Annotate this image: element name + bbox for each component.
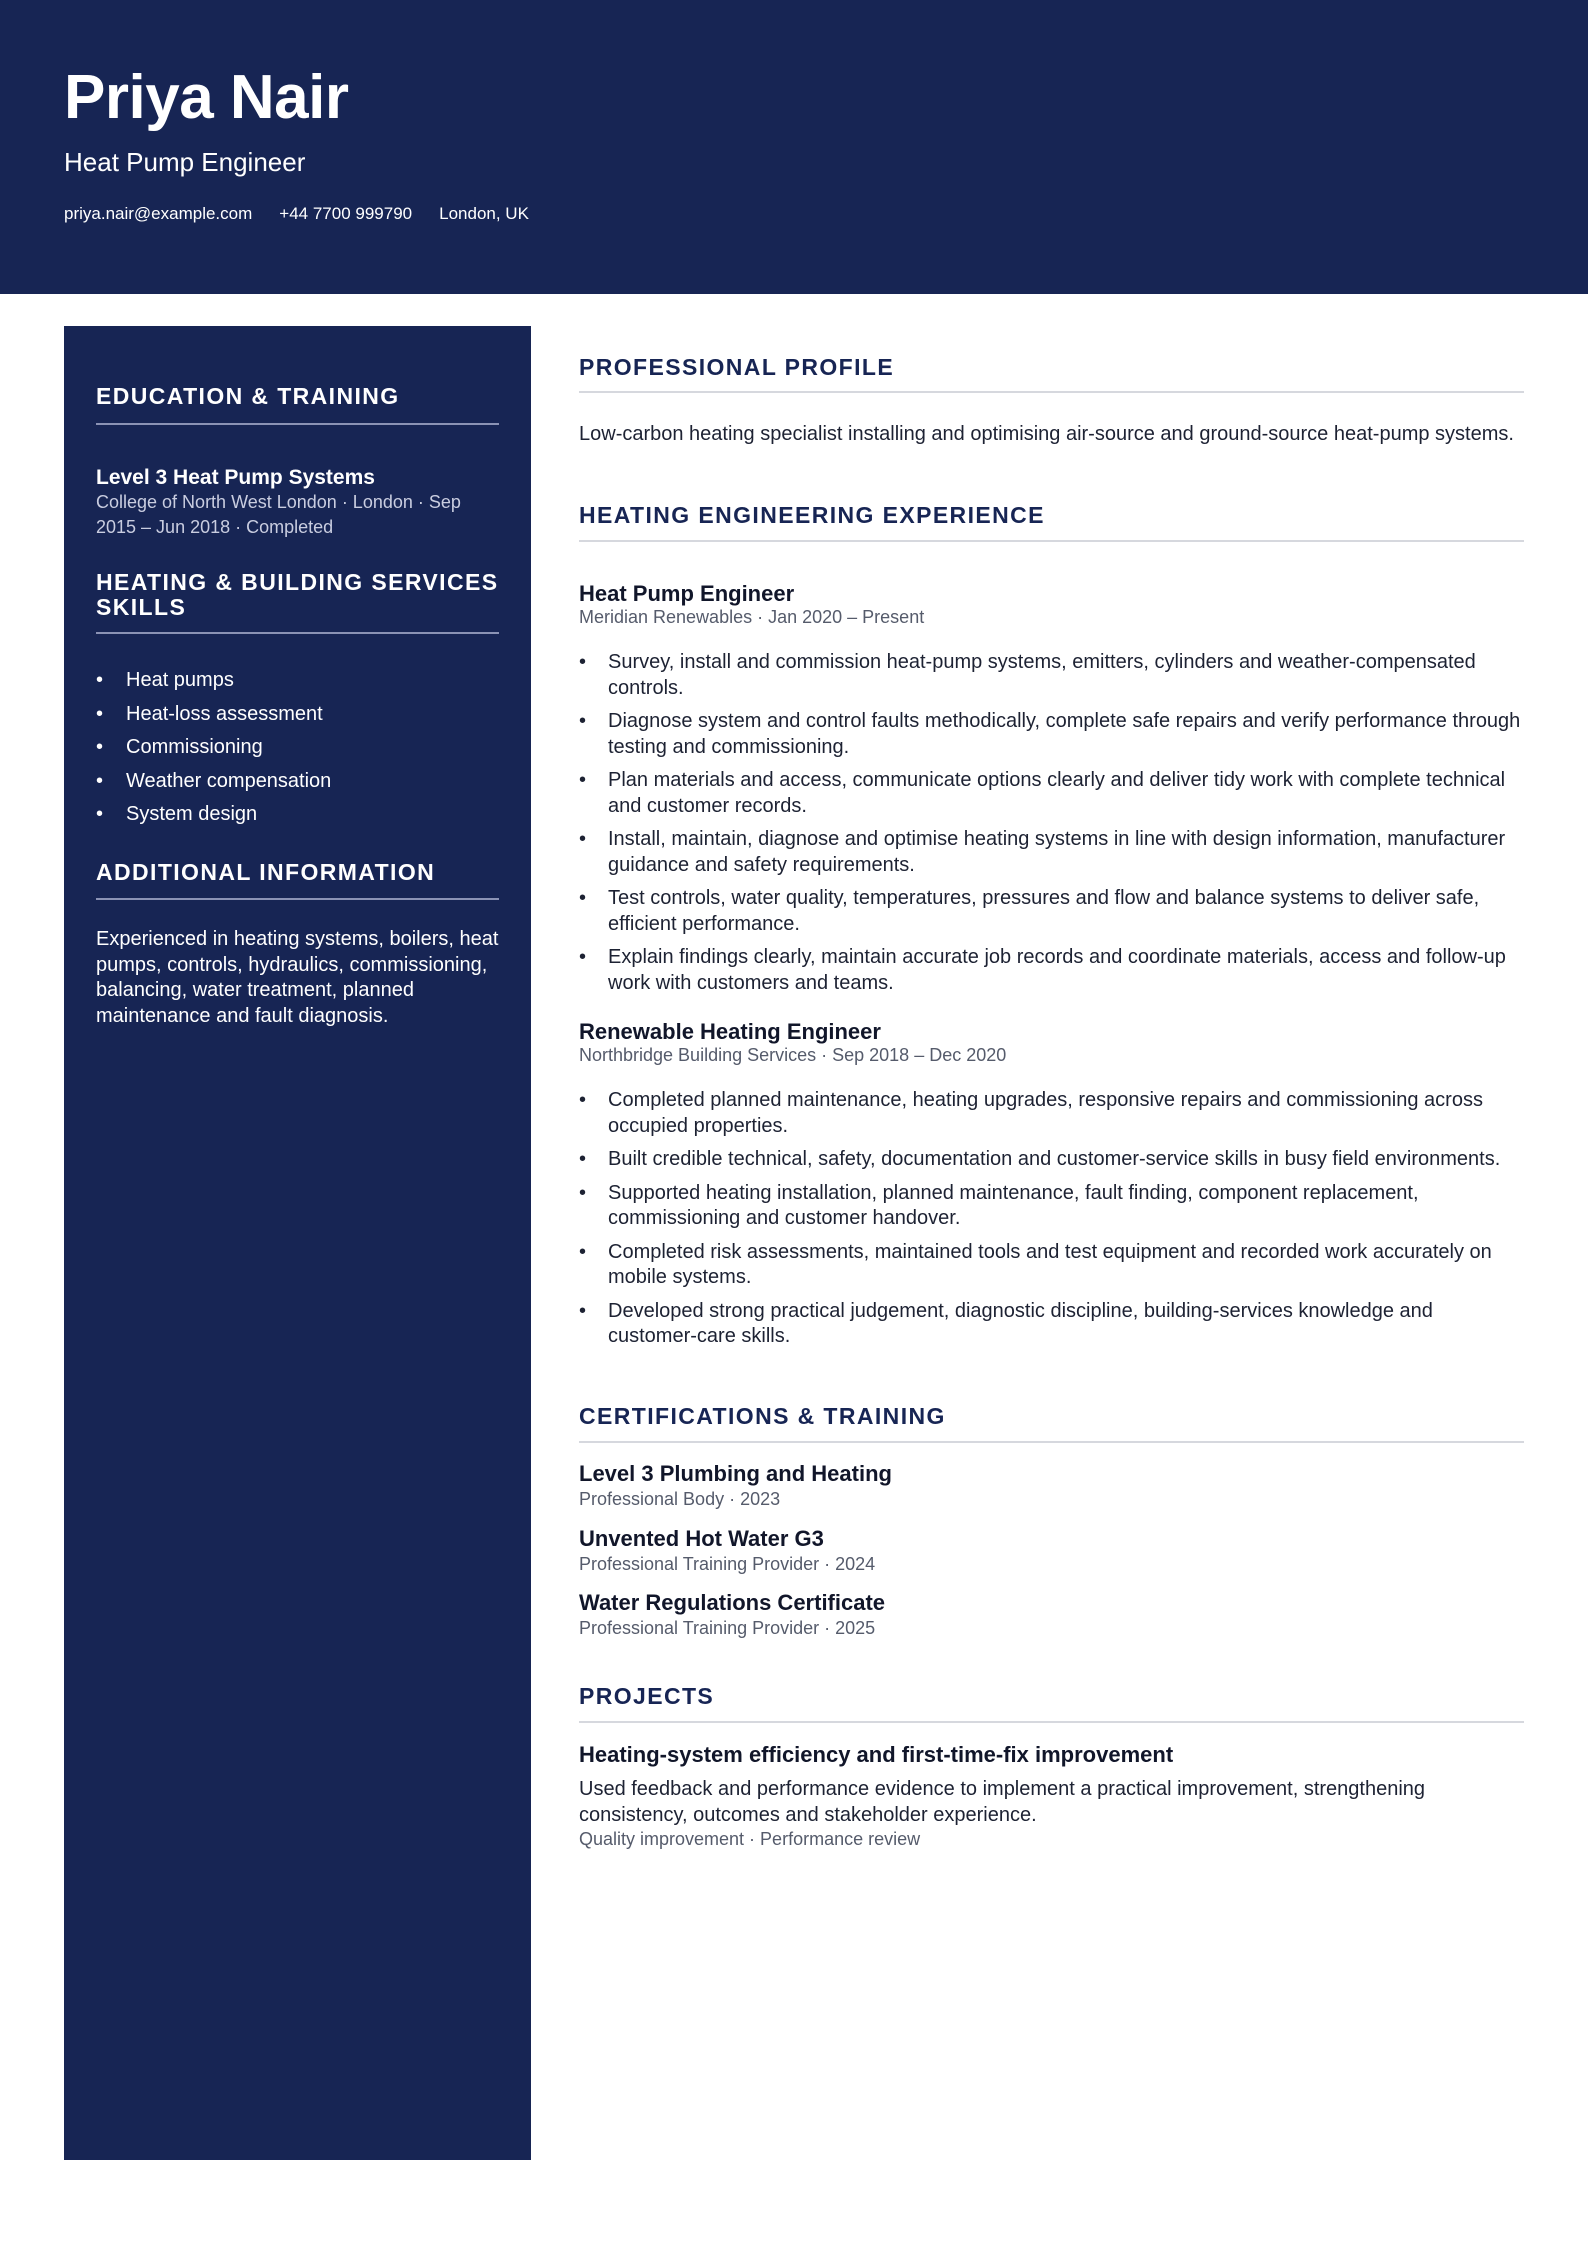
skill-item: • Heat-loss assessment (96, 702, 331, 727)
job-bullet: • Install, maintain, diagnose and optimise heating systems in line with design information, manufacturer guidance and safety requirements. (579, 827, 1524, 878)
projects-heading: PROJECTS (579, 1683, 715, 1709)
job-bullet: • Built credible technical, safety, documentation and customer-service skills in busy field environments. (579, 1147, 1524, 1173)
experience-heading: HEATING ENGINEERING EXPERIENCE (579, 502, 1045, 528)
job-bullet: • Diagnose system and control faults methodically, complete safe repairs and verify performance through testing and commissioning. (579, 709, 1524, 760)
contact-email[interactable]: priya.nair@example.com (64, 204, 253, 223)
profile-text: Low-carbon heating specialist installing and optimising air-source and ground-source heat-pump systems. (579, 423, 1514, 445)
job-bullet: • Completed risk assessments, maintained tools and test equipment and recorded work accurately on mobile systems. (579, 1240, 1524, 1291)
certification-title: Level 3 Plumbing and Heating (579, 1461, 892, 1486)
skill-item: • Commissioning (96, 735, 331, 760)
project-description: Used feedback and performance evidence to implement a practical improvement, strengthening consistency, outcomes and stakeholder experience. (579, 1778, 1426, 1826)
project-title: Heating-system efficiency and first-time-fix improvement (579, 1742, 1174, 1767)
experience-divider (579, 540, 1524, 542)
education-heading: EDUCATION & TRAINING (96, 383, 400, 409)
certification-meta: Professional Training Provider · 2025 (579, 1618, 876, 1638)
skills-divider (96, 632, 499, 634)
job-bullet: • Developed strong practical judgement, diagnostic discipline, building-services knowledge and customer-care skills. (579, 1299, 1524, 1350)
additional-info-divider (96, 898, 499, 900)
certification-title: Water Regulations Certificate (579, 1590, 886, 1615)
contact-location: London, UK (439, 204, 529, 223)
certification-meta: Professional Training Provider · 2024 (579, 1554, 876, 1574)
job-bullet: • Explain findings clearly, maintain accurate job records and coordinate materials, access and follow-up work with customers and teams. (579, 945, 1524, 996)
certification-title: Unvented Hot Water G3 (579, 1526, 824, 1551)
job-title: Heat Pump Engineer (579, 581, 795, 606)
job-bullet: • Supported heating installation, planned maintenance, fault finding, component replacement, commissioning and customer handover. (579, 1181, 1524, 1232)
education-title: Level 3 Heat Pump Systems (96, 466, 375, 489)
candidate-name: Priya Nair (64, 63, 349, 132)
job-bullet: • Completed planned maintenance, heating upgrades, responsive repairs and commissioning across occupied properties. (579, 1088, 1524, 1139)
skill-item: • Weather compensation (96, 769, 331, 794)
job-bullet: • Plan materials and access, communicate options clearly and deliver tidy work with complete technical and customer records. (579, 768, 1524, 819)
additional-info-heading: ADDITIONAL INFORMATION (96, 859, 436, 885)
sidebar (64, 326, 531, 2160)
contact-line (64, 202, 529, 226)
job-meta: Meridian Renewables · Jan 2020 – Present (579, 607, 925, 627)
job-title: Renewable Heating Engineer (579, 1019, 881, 1044)
job-bullet: • Survey, install and commission heat-pump systems, emitters, cylinders and weather-compensated controls. (579, 650, 1524, 701)
job-bullets (579, 650, 1524, 1004)
profile-divider (579, 391, 1524, 393)
additional-info-text: Experienced in heating systems, boilers, heat pumps, controls, hydraulics, commissioning, balancing, water treatment, planned maintenance and fault diagnosis. (96, 928, 499, 1027)
job-bullet: • Test controls, water quality, temperatures, pressures and flow and balance systems to deliver safe, efficient performance. (579, 886, 1524, 937)
skills-list (96, 668, 331, 836)
certifications-heading: CERTIFICATIONS & TRAINING (579, 1403, 946, 1429)
certification-meta: Professional Body · 2023 (579, 1489, 781, 1509)
contact-phone[interactable]: +44 7700 999790 (279, 204, 413, 223)
skills-heading: HEATING & BUILDING SERVICES SKILLS (96, 569, 499, 620)
resume-header (0, 0, 1588, 294)
education-divider (96, 423, 499, 425)
profile-heading: PROFESSIONAL PROFILE (579, 354, 895, 380)
job-meta: Northbridge Building Services · Sep 2018 – Dec 2020 (579, 1045, 1007, 1065)
certifications-divider (579, 1441, 1524, 1443)
candidate-title: Heat Pump Engineer (64, 147, 306, 177)
education-meta: College of North West London · London · Sep 2015 – Jun 2018 · Completed (96, 492, 461, 537)
project-tags: Quality improvement · Performance review (579, 1829, 921, 1849)
skill-item: • Heat pumps (96, 668, 331, 693)
skill-item: • System design (96, 802, 331, 827)
job-bullets (579, 1088, 1524, 1358)
projects-divider (579, 1721, 1524, 1723)
